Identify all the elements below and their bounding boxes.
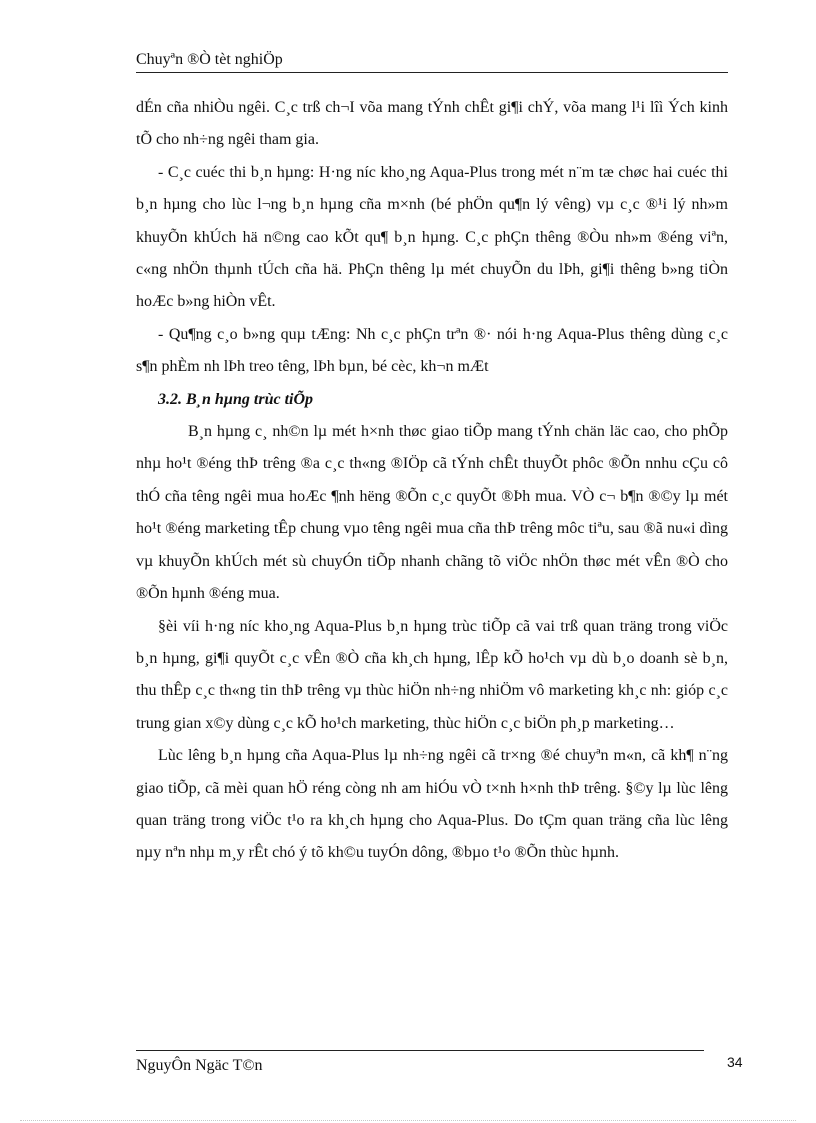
footer-author: NguyÔn Ngäc T©n [136,1057,263,1074]
paragraph-gift-advertising: - Qu¶ng c¸o b»ng quµ tÆng: Nh c¸c phÇn trªn ®· nói h·ng Aqua-Plus thêng dùng c¸c s¶n phÈm nh lÞh treo têng, lÞh bµn, bé cèc, kh¬n mÆt [136,325,728,376]
header-title: Chuyªn ®Ò tèt nghiÖp [136,51,283,68]
section-heading: 3.2. B¸n hµng trùc tiÕp [158,390,314,408]
document-body [136,92,728,870]
page-bottom-edge [20,1120,796,1121]
footer-divider [136,1050,704,1051]
paragraph-direct-sales-role: §èi víi h·ng níc kho¸ng Aqua-Plus b¸n hµng trùc tiÕp cã vai trß quan träng trong viÖc b¸n hµng, gi¶i quyÕt c¸c vÊn ®Ò cña kh¸ch hµng, lÊp kÕ ho¹ch vµ dù b¸o doanh sè b¸n, thu thÊp c¸c th«ng tin thÞ trêng vµ thùc hiÖn nh÷ng nhiÖm vô marketing kh¸c nh: gióp c¸c trung gian x©y dùng c¸c kÕ ho¹ch marketing, thùc hiÖn c¸c biÖn ph¸p marketing… [136,617,728,732]
paragraph-personal-selling: B¸n hµng c¸ nh©n lµ mét h×nh thøc giao tiÕp mang tÝnh chän läc cao, cho phÕp nhµ ho¹t ®éng thÞ trêng ®a c¸c th«ng ®IÖp cã tÝnh chÊt thuyÕt phôc ®Õn nnhu cÇu cô thÓ cña têng ngêi mua hoÆc ¶nh hëng ®Õn c¸c quyÕt ®Þh mua. VÒ c¬ b¶n ®©y lµ mét ho¹t ®éng marketing tÊp chung vµo têng ngêi mua cña thÞ trêng môc tiªu, sau ®ã nu«i dìng vµ khuyÕn khÚch mét sù chuyÓn tiÕp nhanh chãng tõ viÖc nhÖn thøc mét vÊn ®Ò cho ®Õn hµnh ®éng mua. [136,423,728,603]
paragraph-1: dÉn cña nhiÒu ngêi. C¸c trß ch¬I võa mang tÝnh chÊt gi¶i chÝ, võa mang l¹i lîì Ých kinh tÕ cho nh÷ng ngêi tham gia. [136,99,728,149]
paragraph-sales-contests: - C¸c cuéc thi b¸n hµng: H·ng níc kho¸ng Aqua-Plus trong mét n¨m tæ chøc hai cuéc thi b¸n hµng cho lùc l¬ng b¸n hµng cña m×nh (bé phÖn qu¶n lý vêng) vµ c¸c ®¹i lý nh»m khuyÕn khÚch hä n©ng cao kÕt qu¶ b¸n hµng. C¸c phÇn thêng ®Òu nh»m ®éng viªn, c«ng nhÖn thµnh tÚch cña hä. PhÇn thêng lµ mét chuyÕn du lÞh, gi¶i thêng b»ng tiÒn hoÆc b»ng hiÒn vÊt. [136,163,728,311]
page-number: 34 [727,1054,743,1070]
page-header [136,50,728,73]
paragraph-sales-force: Lùc lêng b¸n hµng cña Aqua-Plus lµ nh÷ng ngêi cã tr×ng ®é chuyªn m«n, cã kh¶ n¨ng giao tiÕp, cã mèi quan hÖ réng còng nh am hiÓu vÒ t×nh h×nh thÞ trêng. §©y lµ lùc lêng quan träng trong viÖc t¹o ra kh¸ch hµng cho Aqua-Plus. Do tÇm quan träng cña lùc lêng nµy nªn nhµ m¸y rÊt chó ý tõ kh©u tuyÓn dông, ®bµo t¹o ®Õn thùc hµnh. [136,747,728,862]
